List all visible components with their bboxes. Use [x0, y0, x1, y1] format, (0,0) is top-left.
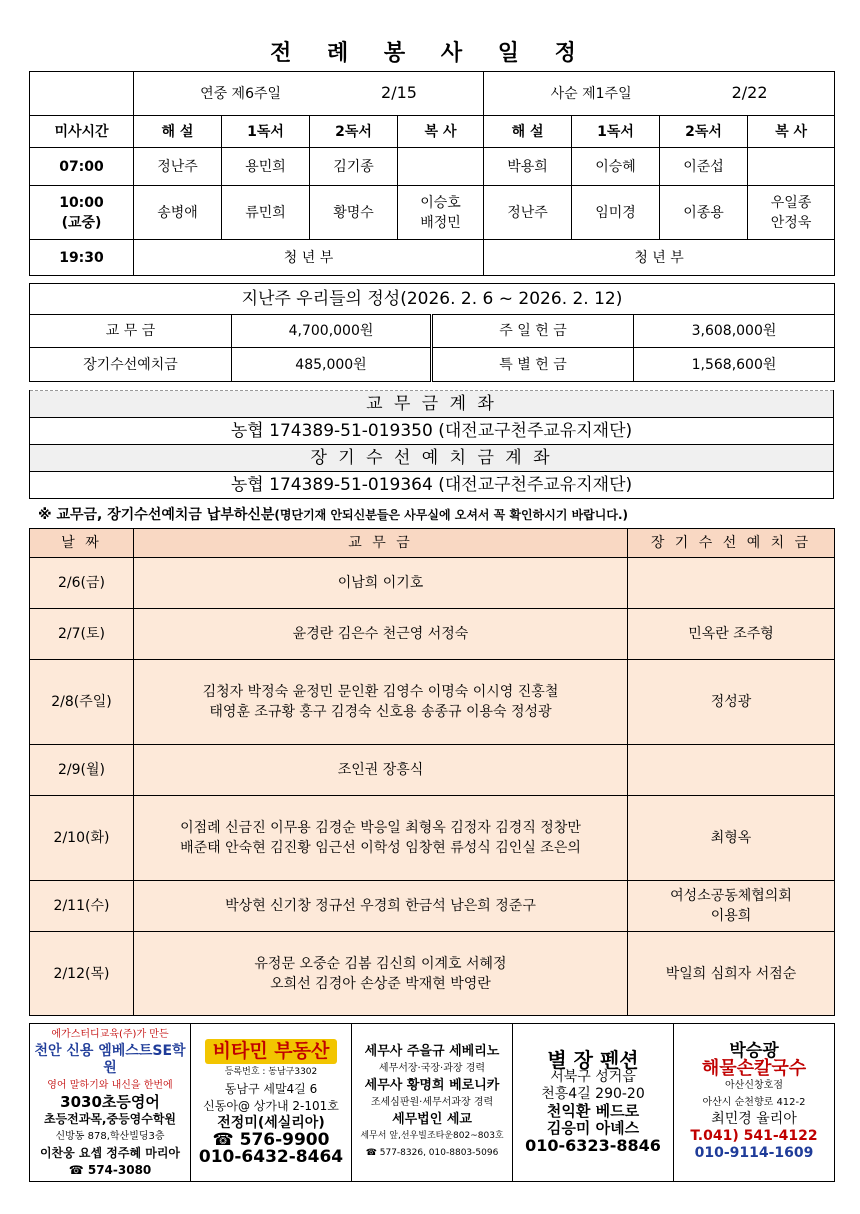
col-header: 복 사	[398, 116, 484, 148]
offering-label: 특 별 헌 금	[432, 348, 634, 382]
account-number: 농협 174389-51-019350 (대전교구천주교유지재단)	[30, 418, 834, 445]
mass-time: 19:30	[30, 240, 134, 276]
role-cell: 이승호 배정민	[398, 186, 484, 240]
ad-tax	[352, 1024, 513, 1182]
sponsor-ads	[29, 1023, 835, 1182]
col-header: 복 사	[748, 116, 835, 148]
donor-names-repair	[628, 558, 835, 609]
ad-title: 3030초등영어	[60, 1093, 160, 1111]
mass-time: 07:00	[30, 148, 134, 186]
ad-address: 동남구 세말4길 6	[224, 1082, 318, 1096]
donor-names-repair	[628, 745, 835, 796]
ad-text: 등록번호 : 동남구3302	[224, 1067, 318, 1077]
ad-text: 조세심판원·세무서과장 경력	[370, 1097, 494, 1108]
donor-table	[29, 528, 835, 1016]
donor-header-row	[30, 529, 835, 558]
youth-cell: 청 년 부	[134, 240, 484, 276]
offering-label: 주 일 헌 금	[432, 315, 634, 348]
ad-text: 세무서장·국장·과장 경력	[378, 1063, 486, 1074]
account-label: 장 기 수 선 예 치 금 계 좌	[30, 445, 834, 472]
ad-phone: ☎ 574-3080	[68, 1163, 152, 1177]
ad-pension	[513, 1024, 674, 1182]
col-header: 미사시간	[30, 116, 134, 148]
offering-value: 1,568,600원	[634, 348, 835, 382]
role-cell: 이승혜	[572, 148, 660, 186]
mass-row-0700	[30, 148, 835, 186]
offering-label: 교 무 금	[30, 315, 232, 348]
role-cell	[398, 148, 484, 186]
ad-realestate	[191, 1024, 352, 1182]
ad-title: 세무법인 세교	[392, 1112, 472, 1127]
account-label: 교 무 금 계 좌	[30, 391, 834, 418]
donor-date: 2/10(화)	[30, 796, 134, 881]
role-cell: 용민희	[222, 148, 310, 186]
donor-names: 윤경란 김은수 천근영 서정숙	[134, 609, 628, 660]
ad-address: 신동아@ 상가내 2-101호	[203, 1099, 339, 1113]
offering-label: 장기수선예치금	[30, 348, 232, 382]
donor-names-repair: 최형옥	[628, 796, 835, 881]
ad-phone: 010-6432-8464	[198, 1147, 344, 1167]
role-cell: 류민희	[222, 186, 310, 240]
offering-value: 3,608,000원	[634, 315, 835, 348]
donor-names-repair: 민옥란 조주형	[628, 609, 835, 660]
donor-row	[30, 932, 835, 1016]
donor-date: 2/9(월)	[30, 745, 134, 796]
role-cell: 이준섭	[660, 148, 748, 186]
ad-phone: T.041) 541-4122	[690, 1128, 818, 1144]
ad-owner: 최민경 율리아	[711, 1111, 797, 1127]
role-cell	[748, 148, 835, 186]
role-cell: 임미경	[572, 186, 660, 240]
ad-owner: 전정미(세실리아)	[217, 1115, 325, 1131]
donor-row	[30, 796, 835, 881]
role-header-row	[30, 116, 835, 148]
donor-names: 이남희 이기호	[134, 558, 628, 609]
page-title: 전 례 봉 사 일 정	[270, 41, 590, 66]
offering-row	[30, 348, 835, 382]
liturgy-schedule-table	[29, 71, 835, 276]
week1-header: 연중 제6주일 2/15	[134, 72, 484, 116]
ad-owner: 김응미 아녜스	[546, 1118, 640, 1137]
ad-title: 비타민 부동산	[205, 1039, 338, 1064]
ad-phone: ☎ 577-8326, 010-8803-5096	[365, 1148, 499, 1158]
donor-names: 조인권 장흥식	[134, 745, 628, 796]
donor-names: 이점례 신금진 이무용 김경순 박응일 최형옥 김정자 김경직 정창만 배준태 안숙현 김진황 임근선 이학성 임창현 류성식 김인실 조은의	[134, 796, 628, 881]
role-cell: 정난주	[484, 186, 572, 240]
ad-owner: 박승광	[729, 1041, 779, 1061]
donor-row	[30, 558, 835, 609]
ad-title: 해물손칼국수	[701, 1058, 807, 1079]
corner-cell	[30, 72, 134, 116]
ad-text: 에가스터디교육(주)가 만든	[51, 1029, 169, 1040]
ad-title: 세무사 황명희 베로니카	[364, 1078, 500, 1093]
donor-names: 박상현 신기창 정규선 우경희 한금석 남은희 정준구	[134, 881, 628, 932]
col-header: 교 무 금	[134, 529, 628, 558]
mass-row-1000	[30, 186, 835, 240]
donor-row	[30, 881, 835, 932]
col-header: 장 기 수 선 예 치 금	[628, 529, 835, 558]
ad-title: 별 장 펜션	[547, 1047, 639, 1072]
donor-date: 2/12(목)	[30, 932, 134, 1016]
week2-header: 사순 제1주일 2/22	[484, 72, 835, 116]
col-header: 2독서	[310, 116, 398, 148]
donor-names-repair: 정성광	[628, 660, 835, 745]
donor-date: 2/7(토)	[30, 609, 134, 660]
donor-names: 김청자 박정숙 윤정민 문인환 김영수 이명숙 이시영 진홍철 태영훈 조규황 홍구 김경숙 신호용 송종규 이용숙 정성광	[134, 660, 628, 745]
col-header: 해 설	[484, 116, 572, 148]
ad-title: 세무사 주을규 세베리노	[364, 1044, 500, 1059]
ad-address: 서북구 성거읍	[550, 1068, 636, 1085]
col-header: 1독서	[572, 116, 660, 148]
ad-address: 천흥4길 290-20	[541, 1085, 645, 1102]
role-cell: 송병애	[134, 186, 222, 240]
offering-caption: 지난주 우리들의 정성(2026. 2. 6 ~ 2026. 2. 12)	[30, 284, 835, 315]
role-cell: 황명수	[310, 186, 398, 240]
ad-owner: 이찬웅 요셉 정주혜 마리아	[39, 1146, 181, 1160]
role-cell: 김기종	[310, 148, 398, 186]
ad-text: 영어 말하기와 내신을 한번에	[47, 1080, 173, 1091]
ad-academy	[30, 1024, 191, 1182]
donor-row	[30, 660, 835, 745]
col-header: 해 설	[134, 116, 222, 148]
offering-value: 485,000원	[232, 348, 432, 382]
donor-names-repair: 여성소공동체협의회 이용희	[628, 881, 835, 932]
ad-phone: ☎ 576-9900	[212, 1130, 330, 1150]
donor-date: 2/8(주일)	[30, 660, 134, 745]
donor-row	[30, 609, 835, 660]
ad-phone: 010-6323-8846	[525, 1135, 661, 1155]
ad-text: 초등전과목,중등영수학원	[43, 1112, 177, 1126]
ad-address: 신방동 878,학산빌딩3층	[55, 1131, 165, 1142]
donor-note: ※ 교무금, 장기수선예치금 납부하신분(명단기재 안되신분들은 사무실에 오셔서 꼭 확인하시기 바랍니다.)	[38, 507, 629, 523]
ad-address: 세무서 앞,선우빌조타운802~803호	[360, 1131, 504, 1141]
mass-row-1930	[30, 240, 835, 276]
youth-cell: 청 년 부	[484, 240, 835, 276]
donor-names: 유정문 오중순 김봄 김신희 이계호 서혜정 오희선 김경아 손상준 박재현 박영란	[134, 932, 628, 1016]
bank-accounts-table	[29, 390, 834, 499]
ad-address: 아산시 순천향로 412-2	[702, 1097, 806, 1108]
donor-date: 2/11(수)	[30, 881, 134, 932]
role-cell: 박용희	[484, 148, 572, 186]
ad-title: 천안 신용 엠베스트SE학원	[34, 1043, 186, 1076]
donor-date: 2/6(금)	[30, 558, 134, 609]
ad-owner: 천익환 베드로	[546, 1101, 640, 1120]
col-header: 1독서	[222, 116, 310, 148]
donor-names-repair: 박일희 심희자 서점순	[628, 932, 835, 1016]
role-cell: 정난주	[134, 148, 222, 186]
col-header: 날 짜	[30, 529, 134, 558]
role-cell: 이종용	[660, 186, 748, 240]
offering-table	[29, 283, 835, 382]
offering-row	[30, 315, 835, 348]
col-header: 2독서	[660, 116, 748, 148]
ad-restaurant	[674, 1024, 835, 1182]
offering-value: 4,700,000원	[232, 315, 432, 348]
role-cell: 우일종 안정욱	[748, 186, 835, 240]
ad-text: 아산신창호점	[725, 1080, 783, 1091]
account-number: 농협 174389-51-019364 (대전교구천주교유지재단)	[30, 472, 834, 499]
donor-row	[30, 745, 835, 796]
ad-phone: 010-9114-1609	[694, 1145, 814, 1161]
mass-time: 10:00 (교중)	[30, 186, 134, 240]
